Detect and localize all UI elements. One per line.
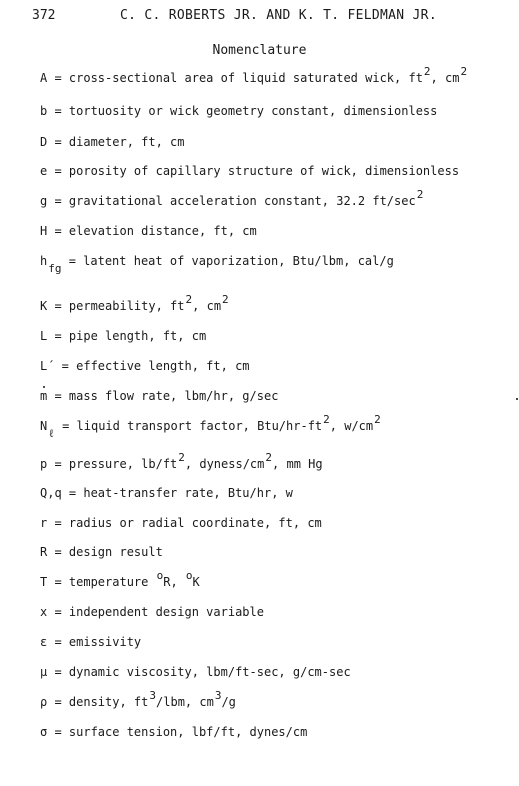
entry-definition: = diameter, ft, cm xyxy=(47,135,185,149)
entry-symbol: p xyxy=(40,457,48,471)
entry-definition-cont: R, xyxy=(163,575,185,589)
entry-definition: = density, ft xyxy=(47,695,149,709)
entry-definition: = pressure, lb/ft xyxy=(47,457,178,471)
entry-definition: = design result xyxy=(47,545,163,559)
entry-symbol: h xyxy=(40,254,48,268)
entry-superscript: 2 xyxy=(222,293,229,306)
entry-definition: = temperature xyxy=(47,575,156,589)
entry-symbol: g xyxy=(40,194,48,208)
nomenclature-entry-e xyxy=(40,163,510,179)
entry-superscript: 2 xyxy=(423,65,431,78)
entry-definition: = elevation distance, ft, cm xyxy=(47,224,257,238)
nomenclature-entry-T xyxy=(40,569,510,591)
entry-symbol: ρ xyxy=(40,695,48,709)
entry-subscript: ℓ xyxy=(48,427,55,440)
nomenclature-entry-x xyxy=(40,604,510,620)
entry-symbol: ε xyxy=(40,635,48,649)
running-title: C. C. ROBERTS JR. AND K. T. FELDMAN JR. xyxy=(120,8,437,23)
entry-definition: = gravitational acceleration constant, 32.2 ft/sec xyxy=(47,194,416,208)
entry-symbol: x xyxy=(40,605,48,619)
entry-definition-tail: K xyxy=(192,575,200,589)
page-number: 372 xyxy=(32,8,56,23)
entry-symbol: e xyxy=(40,164,48,178)
entry-definition: = cross-sectional area of liquid saturated wick, ft xyxy=(47,71,423,85)
nomenclature-entry-A xyxy=(40,65,510,87)
scan-speck xyxy=(516,398,518,400)
entry-superscript: 2 xyxy=(416,188,424,201)
entry-definition: = pipe length, ft, cm xyxy=(47,329,207,343)
entry-symbol: T xyxy=(40,575,48,589)
entry-definition: = tortuosity or wick geometry constant, dimensionless xyxy=(47,104,438,118)
nomenclature-entry-H xyxy=(40,223,510,239)
nomenclature-entry-K xyxy=(40,293,510,315)
entry-superscript: o xyxy=(156,569,164,582)
entry-superscript: 2 xyxy=(185,293,193,306)
entry-symbol: μ xyxy=(40,665,48,679)
nomenclature-entry-epsilon xyxy=(40,634,510,650)
nomenclature-entry-D xyxy=(40,134,510,150)
entry-definition-cont: , dyness/cm xyxy=(184,457,265,471)
entry-symbol: b xyxy=(40,104,48,118)
entry-definition: = effective length, ft, cm xyxy=(54,359,250,373)
entry-definition-tail: , mm Hg xyxy=(272,457,323,471)
nomenclature-entry-sigma xyxy=(40,724,510,740)
entry-symbol: σ xyxy=(40,725,48,739)
entry-definition: = porosity of capillary structure of wick, dimensionless xyxy=(47,164,460,178)
nomenclature-entry-N xyxy=(40,413,510,440)
entry-symbol: N xyxy=(40,419,48,433)
entry-definition: = permeability, ft xyxy=(47,299,185,313)
entry-definition-tail: /g xyxy=(221,695,236,709)
nomenclature-entry-Q xyxy=(40,485,510,501)
entry-definition: = dynamic viscosity, lbm/ft-sec, g/cm-sec xyxy=(47,665,351,679)
entry-symbol: K xyxy=(40,299,48,313)
entry-definition-cont: /lbm, cm xyxy=(156,695,214,709)
entry-superscript: 2 xyxy=(460,65,468,78)
entry-symbol: m xyxy=(40,389,48,403)
entry-definition: = heat-transfer rate, Btu/hr, w xyxy=(61,486,293,500)
entry-superscript: o xyxy=(185,569,193,582)
entry-definition: = emissivity xyxy=(47,635,142,649)
entry-symbol: H xyxy=(40,224,48,238)
nomenclature-entry-rho xyxy=(40,689,510,711)
nomenclature-entry-mu xyxy=(40,664,510,680)
entry-superscript: 2 xyxy=(374,413,381,426)
entry-definition: = liquid transport factor, Btu/hr-ft xyxy=(54,419,323,433)
nomenclature-entry-p xyxy=(40,451,510,473)
nomenclature-entry-b xyxy=(40,103,510,119)
entry-superscript: 3 xyxy=(214,689,222,702)
entry-definition: = mass flow rate, lbm/hr, g/sec xyxy=(47,389,279,403)
nomenclature-entry-m-dot xyxy=(40,388,510,404)
entry-superscript: 2 xyxy=(265,451,273,464)
entry-superscript: 2 xyxy=(178,451,185,464)
entry-superscript: 2 xyxy=(323,413,330,426)
nomenclature-entry-hfg xyxy=(40,253,510,275)
entry-symbol: A xyxy=(40,71,48,85)
nomenclature-entry-R xyxy=(40,544,510,560)
entry-subscript: fg xyxy=(48,262,62,275)
nomenclature-entry-L-prime xyxy=(40,358,510,374)
entry-symbol: L´ xyxy=(40,359,55,373)
entry-definition: = independent design variable xyxy=(47,605,264,619)
nomenclature-entry-r xyxy=(40,515,510,531)
entry-definition-cont: , w/cm xyxy=(329,419,374,433)
entry-definition-cont: , cm xyxy=(430,71,460,85)
entry-definition-cont: , cm xyxy=(192,299,222,313)
entry-symbol: R xyxy=(40,545,48,559)
entry-symbol: r xyxy=(40,516,48,530)
entry-symbol: Q,q xyxy=(40,486,62,500)
nomenclature-entry-L xyxy=(40,328,510,344)
entry-definition: = latent heat of vaporization, Btu/lbm, cal/g xyxy=(61,254,394,268)
entry-symbol: D xyxy=(40,135,48,149)
entry-symbol: L xyxy=(40,329,48,343)
section-title: Nomenclature xyxy=(212,43,307,58)
nomenclature-entry-g xyxy=(40,188,510,210)
entry-definition: = surface tension, lbf/ft, dynes/cm xyxy=(47,725,308,739)
entry-definition: = radius or radial coordinate, ft, cm xyxy=(47,516,322,530)
entry-superscript: 3 xyxy=(149,689,157,702)
